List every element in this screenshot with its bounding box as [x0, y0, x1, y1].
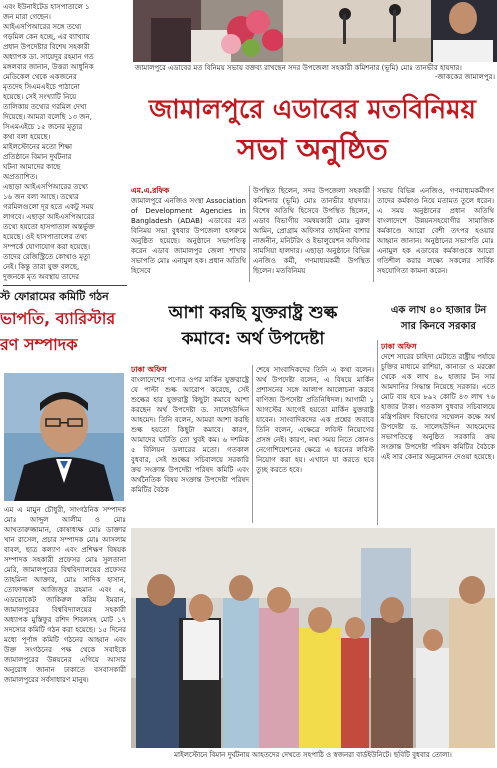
headline-tariff-line1: আশা করছি যুক্তরাষ্ট্র শুল্ক: [168, 303, 338, 323]
col-a-line: তালিকায় তথ্যের গরমিল দেখা: [3, 103, 87, 111]
col-a-line: এবং ইউনাইটেড হাসপাতালে ১: [3, 3, 90, 11]
col-a-line: ১৬ জন বলা আছে। তথ্যের: [3, 193, 79, 201]
article-fertilizer-body: ঢাকা অফিস দেশে সারের চাহিদা মেটাতে রাষ্ট্রীয় পর্যায়ে চুক্তির মাধ্যমে রাশিয়া, কানাডা ও মরক্কো থেকে এক লাখ ৪০ হাজার টন সার আমদানির সিদ্ধান্ত নিয়েছে সরকার। এতে মোট ব্যয় হবে ৮৯২ কোটি ৪৩ লাখ ৭৬ হাজার টাকা। গতকাল বুধবার সচিবালয়ে মন্ত্রিপরিষদ বিভাগের সম্মেলন কক্ষে অর্থ উপদেষ্টা ড. সালেহউদ্দিন আহমেদের সভাপতিত্বে অনুষ্ঠিত সরকারি ক্রয় সংক্রান্ত উপদেষ্টা পরিষদ কমিটির বৈঠকে এই সার কেনার অনুমোদন দেওয়া হয়েছে।: [381, 342, 495, 461]
person-portrait: [4, 373, 124, 501]
col-a-line: কথা বলা হয়েছে।: [3, 133, 51, 141]
article-adab-col3: সভায় বিভিন্ন এনজিও, গণমাধ্যমকর্মীগণ তাদের কর্মকাণ্ড নিয়ে মতামত তুলে ধরেন। এ সময় অনুষ্ঠানের প্রধান অতিথি বাংলাদেশে উন্নয়নসহযোগীর সামাজিক কর্মকাণ্ডে আরো বেশী তৎপর হওয়ার আহ্বান জানান। অনুষ্ঠানের সভাপতি মোঃ এনামুল হক এডাবের কর্মকাণ্ডকে আরো গতিশীল করার লক্ষ্যে সকলের সার্বিক সহযোগিতা কামনা করেন।: [377, 187, 494, 275]
top-photo-caption: জামালপুরে এডাবের মত বিনিময় সভায় বক্তব্য রাখছেন সদর উপজেলা সহকারী কমিশনার (ভূমি) মোঃ তানভীর হায়দার। -জাককের জামালপুর।: [135, 64, 495, 81]
col-a-line: লাগবে। এছাড়া আইএসপিআরের: [3, 213, 95, 221]
col-a-line: অধ্যাপক ডা. সায়েদুর রহমান গত: [3, 53, 94, 61]
left-section-header: [0, 288, 127, 368]
article-adab-col1: এম.এ.রফিক জামালপুরে এনজিও সংস্থা Association of Development Agencies in Bangladesh (ADAB) এডাবের মত বিনিময় সভা বুধবার উপজেলা হলরুমে অনুষ্ঠিত হয়েছে। অনুষ্ঠানে সভাপতিত্ব করেন এডাব জামালপুর জেলা শাখার সভাপতি মোঃ এনামুল হক। প্রধান অতিথি হিসেবে: [131, 186, 246, 275]
article-adab-byline: এম.এ.রফিক: [131, 186, 170, 195]
headline-fertilizer-line2: সার কিনবে সরকার: [401, 321, 476, 332]
col-a-line: ঘটনা আমাদের কাছে: [3, 163, 61, 171]
col-a-line: তথ্যে হয়তো হাসপাতাল অন্তর্ভুক্ত: [3, 223, 95, 231]
col-a-line: দুজনকে মৃত অবস্থায় তাদের: [3, 273, 80, 281]
article-fertilizer-dateline: ঢাকা অফিস: [381, 342, 417, 351]
headline-adab-line2: সভা অনুষ্ঠিত: [237, 132, 388, 166]
divider-article1-col1: [249, 186, 250, 282]
col-a-line: প্রধান উপদেষ্টার বিশেষ সহকারী: [3, 43, 90, 51]
col-a-line: গরমিলগুলো দূর হতে একটু সময়: [3, 203, 94, 211]
headline-fertilizer-line1: এক লাখ ৪০ হাজার টন: [390, 305, 487, 316]
col-a-line: মাইলস্টোনের মতো শিক্ষা: [3, 143, 73, 151]
divider-article3: [377, 340, 378, 525]
col-a-line: তাদের রেজিস্ট্রিতে কোথাও মৃত্যু: [3, 253, 91, 261]
col-a-line: সিএমএইচে ১৫ জনের মৃত্যুর: [3, 123, 83, 131]
left-header-bar3: রণ সম্পাদক: [0, 335, 78, 354]
col-a-line: হয়েছে। ওই হাসপাতালের তথ্য: [3, 233, 87, 241]
article-tariff-col1: ঢাকা অফিস বাংলাদেশের পণ্যের ওপর মার্কিন যুক্তরাষ্ট্রে যে পাল্টা শুল্ক আরোপ করেছে, সেই শুল্কের হার যুক্তরাষ্ট্র কিছুটা কমাবে আশা করছেন অর্থ উপদেষ্টা ড. সালেহউদ্দিন আহমেদ। তিনি বলেন, আমরা আশা করছি শুল্ক হয়তো কিছুটা কমাবে। কারণ, আমাদের ঘাটতি তো খুবই কম। ৬ দশমিক ৫ বিলিয়ন ডলারের মতো। গতকাল বুধবার, সেই শুল্কের সচিবালয়ে সরকারি ক্রয় সংক্রান্ত উপদেষ্টা পরিষদ কমিটি এবং অর্থনৈতিক বিষয় সংক্রান্ত উপদেষ্টা পরিষদ কমিটির বৈঠক: [131, 365, 249, 494]
headline-tariff-line2: কমাবে: অর্থ উপদেষ্টা: [181, 329, 325, 349]
top-photo-credit: -জাককের জামালপুর।: [434, 73, 495, 81]
headline-adab-meeting: [128, 92, 497, 178]
col-a-line: জন মারা গেছেন।: [3, 13, 51, 21]
col-a-line: এছাড়া আইএসপিআরের তথ্যে: [3, 183, 88, 191]
left-header-bar1: স্ট ফোরামের কমিটি গঠন: [0, 290, 109, 303]
col-a-line: গড়মিল কেন হচ্ছে, এর ব্যাখ্যায়: [3, 33, 90, 41]
col-a-line: আইএসপিআরের সঙ্গে তথ্যে: [3, 23, 82, 31]
top-photo: [133, 0, 497, 62]
col-a-line: অপ্রত্যাশিত।: [3, 173, 38, 181]
article-tariff-col2: শেষে সাংবাদিকদের তিনি এ কথা বলেন। অর্থ উপদেষ্টা বলেন, এ বিষয়ে মার্কিন প্রশাসনের সঙ্গে আলাপ আলোচনা করবে বাণিজ্য উপদেষ্টা প্রতিনিধিদল। আগামী ১ আগস্টের আগেই হয়তো মার্কিন যুক্তরাষ্ট্র যাবেন। সাংবাদিকদের এক প্রশ্নের জবাবে তিনি বলেন, এক্ষেত্রে লবিস্ট নিয়োগের প্রসঙ্গ নেই। কারণ, নথ্য সময় নিতে কোনও নেগোশিয়েশনের ক্ষেত্রে এ ধরনের লবিস্ট নিয়োগ করা হয়। এখানে যা করতে হবে তুচ্ছ করতে হবে।: [256, 366, 374, 474]
col-a-line: প্রতিষ্ঠানে বিমান দুর্ঘটনার: [3, 153, 72, 161]
col-a-line: হয়েছে। সেই সংখ্যাটি নিয়ে: [3, 93, 77, 101]
left-section-body: এম এ মামুন চৌধুরী, সাংগঠনিক সম্পাদক মোঃ আব্দুল আলীম ও মোঃ আখতারুজ্জামান, কোষাধ্যক্ষ মোঃ ডাক্তার খান রাসেল, প্রচার সম্পাদক মোঃ আসলাম বাবল, ছাত্র কল্যাণ এবং প্রশিক্ষণ বিষয়ক সম্পাদক সহকারী প্রফেসর মোঃ সুলতানা মেরি, জামালপুরের বিশ্ববিদ্যালয়ের প্রফেসর তাহমিনা আক্তার, মোঃ সাদিক হাসান, তোফাজ্জল আজিজুর রহমান এবং এ, এডভোকেট জাকিরুল করিম ইমরান, জামালপুরের বিশ্ববিদ্যালয়ের সহকারী অধ্যাপক মুস্তিফুর রশিদ শিবলসহ মোট ১৭ সদস্যের কমিটি গঠন করা হয়েছে। ১৫ দিনের মধ্যে পূর্ণাঙ্গ কমিটি গঠনের আহ্বান এবং উক্ত সংগঠনের পক্ষ থেকে সবাইকে জামালপুরের উন্নয়নের এগিয়ে আসার অনুরোধ জানান ঢাকাতে বসবাসকারী জামালপুরের সর্বসাধারণ মানুষ।: [4, 506, 126, 684]
left-header-bar2: ভাপতি, ব্যারিস্টার: [0, 309, 116, 328]
col-a-line: মেডিকেল থেকে একজনের: [3, 73, 77, 81]
col-a-line: মৃতদেহ সিএমএইচে পাঠানো: [3, 83, 80, 91]
col-a-line: মঙ্গলবার জানান, উত্তরা আধুনিক: [3, 63, 94, 71]
hospital-photo: [131, 528, 495, 748]
headline-tariff: [128, 300, 378, 360]
headline-fertilizer: [380, 303, 497, 343]
divider-top: [3, 285, 127, 286]
col-a-line: নেই। কিন্তু তারা যুক্ত বলছে,: [3, 263, 80, 271]
divider-article1-col2: [373, 186, 374, 282]
article-tariff-dateline: ঢাকা অফিস: [131, 365, 167, 374]
article-adab-col2: উপস্থিত ছিলেন, সদর উপজেলা সহকারী কমিশনার (ভূমি) মোঃ তানভীর হায়দার। বিশেষ অতিথি হিসেবে উপস্থিত ছিলেন, এডাব বিভাগীয় সমন্বয়কারী মোঃ নুরুল আমিন, প্রোগ্রাম অফিসার তাহমিনা বাশার নাজনীন, মনিটরিং ও ইভালুয়েশন অফিসার সামসিয়া হালদার। এছাড়া অনুষ্ঠানে বিভিন্ন এনজিও কর্মী, গণমাধ্যমকর্মী উপস্থিত ছিলেন। মতবিনিময়: [253, 187, 370, 275]
col-a-continued-story: [3, 2, 127, 282]
divider-article2: [252, 365, 253, 523]
hospital-photo-caption: মাইলস্টোনে বিমান দুর্ঘটনায় আহতদের দেখতে সহপাঠি ও স্বজনরা বার্ডইউনিটে। ছবিটি বুধবার তোলা।: [174, 751, 452, 759]
col-a-line: সম্পর্কে যোগাযোগ করা হয়েছে।: [3, 243, 91, 251]
headline-adab-line1: জামালপুরে এডাবের মতবিনিময়: [149, 95, 476, 125]
col-a-line: দিয়েছে। আমরা বলেছি ১৩ জন,: [3, 113, 92, 121]
